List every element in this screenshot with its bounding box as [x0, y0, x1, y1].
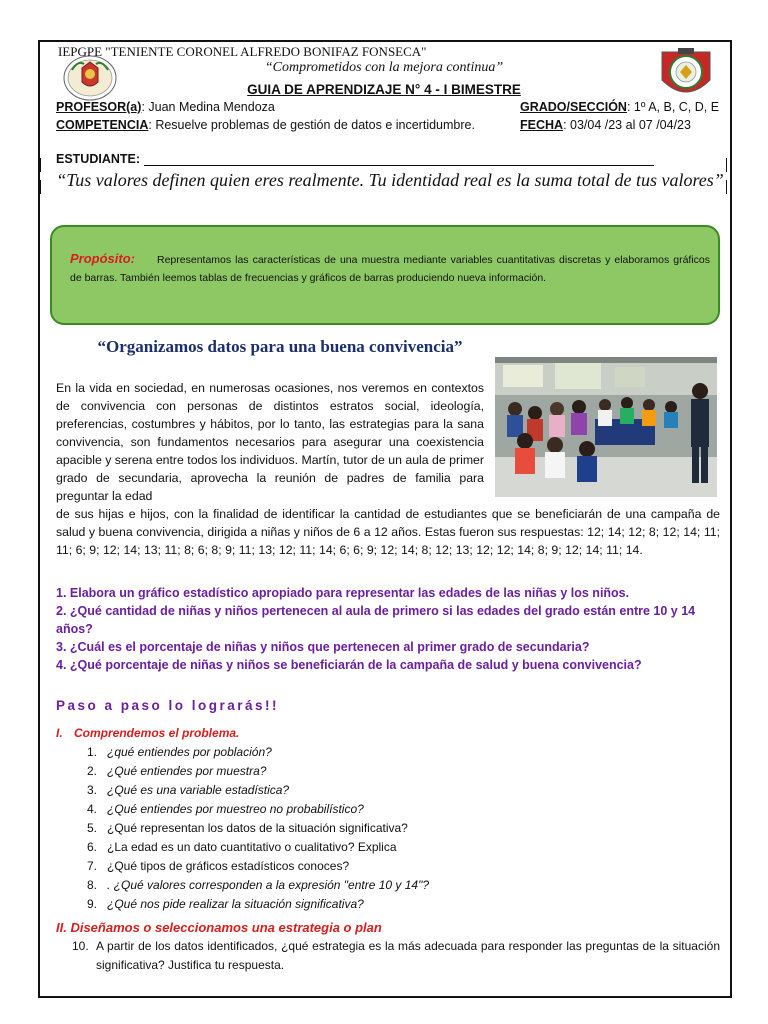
teacher-field: [56, 100, 275, 114]
list-item-text: ¿Qué entiendes por muestra?: [107, 764, 267, 778]
divider-tick: [726, 180, 727, 194]
competency-label: COMPETENCIA: [56, 118, 149, 132]
article-title: “Organizamos datos para una buena convivencia”: [97, 337, 463, 356]
list-item: [72, 743, 722, 762]
list-item-number: 9.: [86, 897, 97, 911]
question-item: 2. ¿Qué cantidad de niñas y niños pertenecen al aula de primero si las edades del grado están entre 10 y 14 años?: [56, 604, 696, 636]
question-item: 3. ¿Cuál es el porcentaje de niñas y niños que pertenecen al primer grado de secundaria?: [56, 640, 590, 654]
school-motto: “Comprometidos con la mejora continua”: [264, 60, 504, 75]
list-item: [72, 876, 722, 895]
list-item: [72, 819, 722, 838]
section-1-number: I.: [56, 726, 63, 740]
date-value: : 03/04 /23 al 07 /04/23: [563, 118, 691, 132]
purpose-body: Representamos las características de una muestra mediante variables cuantitativas discretas y elaboramos gráficos de barras. También leemos tablas de frecuencias y gráficos de barras produciendo nueva información.: [70, 254, 710, 284]
section-1-heading: [56, 726, 239, 740]
list-item: [72, 937, 720, 975]
grade-field: [520, 100, 719, 114]
list-item: [72, 762, 722, 781]
divider-tick: [40, 158, 41, 172]
list-item-number: 7.: [86, 859, 97, 873]
divider-tick: [726, 158, 727, 172]
list-item: [72, 895, 722, 914]
list-item: [72, 838, 722, 857]
student-label: ESTUDIANTE:: [56, 152, 141, 166]
grade-label: GRADO/SECCIÓN: [520, 100, 627, 114]
grade-value: : 1º A, B, C, D, E: [626, 100, 720, 114]
list-item-number: 6.: [86, 840, 97, 854]
competency-field: [56, 118, 475, 132]
purpose-text: [70, 250, 710, 287]
list-item-number: 2.: [86, 764, 97, 778]
competency-value: : Resuelve problemas de gestión de datos e incertidumbre.: [148, 118, 475, 132]
list-item-number: 8.: [86, 878, 97, 892]
date-field: [520, 118, 691, 132]
list-item-number: 5.: [86, 821, 97, 835]
date-label: FECHA: [520, 118, 564, 132]
article-paragraph-1: En la vida en sociedad, en numerosas ocasiones, nos veremos en contextos de convivencia con personas de distintos estratos social, ideología, preferencias, costumbres y hábitos, por lo tanto, las estrategias para la sana convivencia, son fundamentos necesarios para asegurar una coexistencia apacible y serena entre todos los individuos. Martín, tutor de un aula de primer grado de secundaria, aprovecha la reunión de padres de familia para preguntar la edad: [56, 381, 484, 503]
list-item-text: ¿Qué nos pide realizar la situación significativa?: [107, 897, 364, 911]
classroom-meeting-photo: [495, 357, 717, 497]
section-1-list: [72, 743, 722, 914]
list-item-number: 3.: [86, 783, 97, 797]
list-item-number: 1.: [86, 745, 97, 759]
list-item-text: . ¿Qué valores corresponden a la expresión "entre 10 y 14"?: [107, 878, 430, 892]
guide-title: GUIA DE APRENDIZAJE N° 4 - I BIMESTRE: [247, 82, 521, 97]
purpose-label: Propósito:: [70, 251, 135, 266]
section-2-heading: II. Diseñamos o seleccionamos una estrategia o plan: [56, 920, 382, 935]
divider-tick: [40, 180, 41, 194]
list-item-text: ¿Qué tipos de gráficos estadísticos conoces?: [107, 859, 350, 873]
steps-heading: Paso a paso lo lograrás!!: [56, 698, 280, 713]
list-item: [72, 857, 722, 876]
teacher-label: PROFESOR(a): [56, 100, 142, 114]
section-1-title: Comprendemos el problema.: [74, 726, 240, 740]
list-item-text: A partir de los datos identificados, ¿qué estrategia es la más adecuada para responder las preguntas de la situación significativa? Justifica tu respuesta.: [96, 939, 720, 972]
list-item-text: ¿La edad es un dato cuantitativo o cualitativo? Explica: [107, 840, 397, 854]
teacher-value: : Juan Medina Mendoza: [141, 100, 275, 114]
list-item: [72, 781, 722, 800]
list-item: [72, 800, 722, 819]
list-item-number: 10.: [72, 939, 89, 953]
list-item-text: ¿Qué representan los datos de la situación significativa?: [107, 821, 408, 835]
list-item-number: 4.: [86, 802, 97, 816]
questions-list: [56, 584, 724, 674]
article-paragraph-2: de sus hijas e hijos, con la finalidad de identificar la cantidad de estudiantes que se beneficiarán de una campaña de salud y buena convivencia, dirigida a niñas y niños de 6 a 12 años. Estas fueron sus respuestas: 12; 14; 12; 8; 12; 14; 11; 11; 6; 9; 12; 14; 13; 11; 8; 6; 8; 9; 11; 13; 12; 11; 14; 6; 6; 9; 12; 14; 8; 12; 13; 12; 12; 14; 8; 9; 12; 14; 11; 14.: [56, 507, 720, 557]
school-name: IEPGPE "TENIENTE CORONEL ALFREDO BONIFAZ FONSECA": [58, 44, 427, 59]
list-item-text: ¿Qué es una variable estadística?: [107, 783, 290, 797]
question-item: 4. ¿Qué porcentaje de niñas y niños se beneficiarán de la campaña de salud y buena convivencia?: [56, 658, 642, 672]
values-quote: “Tus valores definen quien eres realmente. Tu identidad real es la suma total de tus valores”: [56, 170, 724, 190]
question-item: 1. Elabora un gráfico estadístico apropiado para representar las edades de las niñas y los niños.: [56, 586, 630, 600]
student-name-field[interactable]: [144, 165, 654, 166]
list-item-text: ¿qué entiendes por población?: [107, 745, 272, 759]
list-item-text: ¿Qué entiendes por muestreo no probabilístico?: [107, 802, 364, 816]
